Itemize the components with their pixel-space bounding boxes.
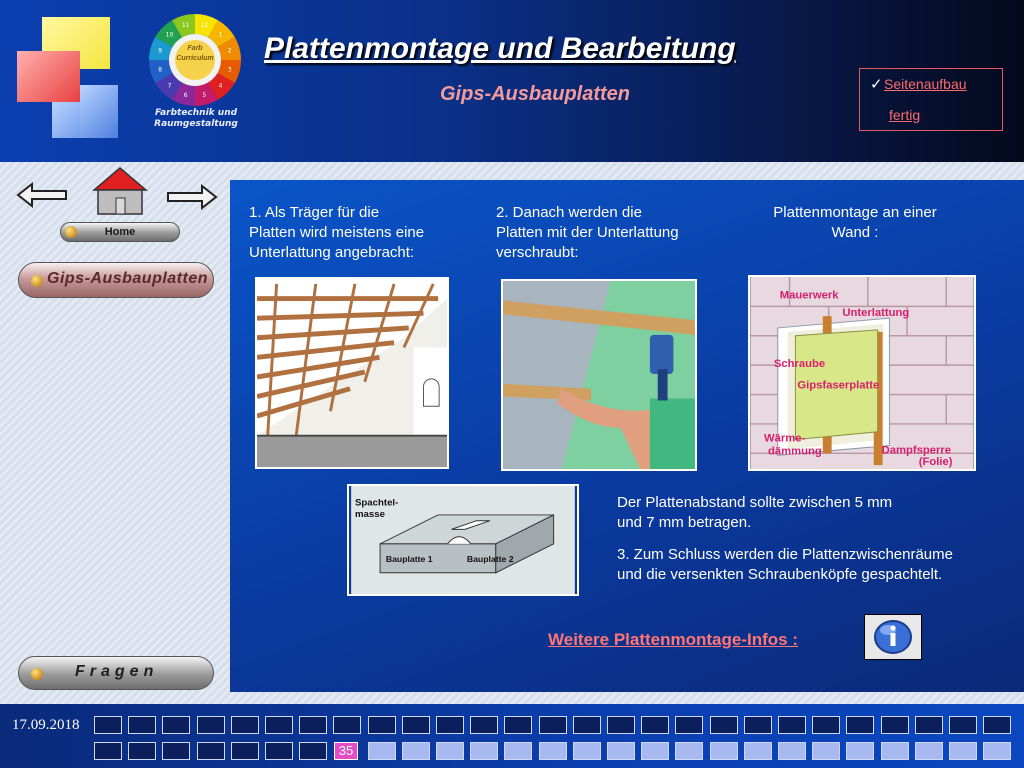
page-nav-box[interactable] [402,742,430,760]
abstand-line2: und 7 mm betragen. [617,514,752,531]
wheel-number: 12 [200,22,209,30]
label-gipsfaserplatte: Gipsfaserplatte [797,379,880,392]
wheel-number: 4 [218,82,223,90]
wall-line1: Plattenmontage an einer [773,204,937,221]
roof-batten-photo [255,277,449,469]
abstand-line1: Der Plattenabstand sollte zwischen 5 mm [617,494,893,511]
logo-name-line1: Farb [187,45,203,52]
label-daemmung: dämmung [767,445,822,458]
page-nav-box[interactable] [94,742,122,760]
page-nav-box[interactable] [573,742,601,760]
screwing-photo [501,279,697,471]
step2-line2: Platten mit der Unterlattung [496,224,679,241]
wheel-number: 3 [227,66,232,74]
fragen-button-label: Fragen [75,663,159,680]
page-nav-box[interactable] [846,716,874,734]
arrow-left-icon[interactable] [16,182,68,208]
weitere-infos-link[interactable]: Weitere Plattenmontage-Infos : [548,630,798,649]
page-nav-box[interactable] [231,742,259,760]
step2-line1: 2. Danach werden die [496,204,642,221]
page-nav-box[interactable] [744,716,772,734]
page-nav-box[interactable] [162,742,190,760]
page-nav-box[interactable] [881,742,909,760]
step1-line2: Platten wird meistens eine [249,224,425,241]
page-nav-box[interactable] [812,716,840,734]
page-nav-box[interactable] [470,716,498,734]
page-nav-box[interactable] [197,716,225,734]
page-nav-box[interactable] [231,716,259,734]
logo-subtitle-line1: Farbtechnik und [154,108,238,118]
page-nav-box[interactable] [949,716,977,734]
label-bauplatte-2: Bauplatte 2 [466,554,514,565]
page-nav-box[interactable] [94,716,122,734]
page-nav-box[interactable] [675,716,703,734]
page-subtitle: Gips-Ausbauplatten [439,83,630,105]
step3-line2: und die versenkten Schraubenköpfe gespachtelt. [617,566,943,583]
page-nav-box[interactable] [949,742,977,760]
button-dot-icon [31,275,43,287]
gips-button-label: Gips-Ausbauplatten [47,270,209,287]
blue-square-decoration-2 [80,85,118,138]
abstand-text [617,493,997,533]
page-nav-box[interactable] [812,742,840,760]
page-nav-box[interactable] [675,742,703,760]
page-nav-box[interactable] [641,742,669,760]
red-square-decoration [17,51,80,102]
wheel-number: 2 [227,47,232,55]
page-nav-box[interactable] [299,716,327,734]
page-nav-box[interactable] [915,716,943,734]
wall-mounting-diagram [748,275,976,471]
label-dampfsperre: Dampfsperre [881,444,951,457]
page-nav-box[interactable] [470,742,498,760]
page-nav-box[interactable] [778,716,806,734]
page-nav-box[interactable] [778,742,806,760]
label-schraube: Schraube [773,358,826,371]
button-dot-icon [31,668,43,680]
page-nav-box[interactable] [607,716,635,734]
logo-name-line2: Curriculum [176,55,214,62]
wheel-number: 10 [165,31,174,39]
wheel-number: 8 [158,66,163,74]
label-masse: masse [355,508,385,520]
step2-line3: verschraubt: [496,244,579,261]
step2-text [496,203,736,263]
info-icon [865,615,921,659]
logo-name [168,44,222,64]
page-nav-box[interactable] [504,742,532,760]
page-nav-box[interactable] [607,742,635,760]
current-page-indicator[interactable]: 35 [334,742,358,760]
step1-text [249,203,479,263]
step3-text [617,545,1017,585]
step3-line1: 3. Zum Schluss werden die Plattenzwischenräume [617,546,953,563]
page-nav-box[interactable] [299,742,327,760]
fertig-link[interactable]: fertig [889,107,921,123]
seitenaufbau-link[interactable]: Seitenaufbau [884,76,967,92]
page-nav-box[interactable] [265,716,293,734]
page-title: Plattenmontage und Bearbeitung [264,32,736,65]
label-folie: (Folie) [918,456,953,469]
wheel-number: 1 [218,31,223,39]
wheel-number: 6 [183,91,188,99]
page-nav-box[interactable] [710,742,738,760]
gips-ausbauplatten-button[interactable] [18,262,214,298]
logo-subtitle-line2: Raumgestaltung [154,119,238,129]
logo-subtitle [148,108,244,130]
page-nav-box[interactable] [915,742,943,760]
page-nav-box[interactable] [846,742,874,760]
home-button[interactable] [60,222,180,242]
label-mauerwerk: Mauerwerk [779,289,839,302]
label-spachtel: Spachtel- [355,497,399,509]
page-nav-box[interactable] [983,742,1011,760]
page-nav-box[interactable] [402,716,430,734]
page-nav-box[interactable] [368,716,396,734]
wall-line2: Wand : [831,224,879,241]
page-nav-box[interactable] [333,716,361,734]
date-label: 17.09.2018 [12,717,80,733]
page-nav-box[interactable] [881,716,909,734]
checkmark-icon: ✓ [870,76,883,93]
page-nav-box[interactable] [265,742,293,760]
page-nav-box[interactable] [368,742,396,760]
page-nav-box[interactable] [573,716,601,734]
page-nav-box[interactable] [983,716,1011,734]
page-nav-box[interactable] [436,716,464,734]
spachtel-diagram [347,484,579,596]
label-bauplatte-1: Bauplatte 1 [385,554,433,565]
label-unterlattung: Unterlattung [842,307,910,320]
label-waerme: Wärme- [764,432,806,445]
page-nav-box[interactable] [539,742,567,760]
page-nav-box[interactable] [128,716,156,734]
page-nav-box[interactable] [504,716,532,734]
page-nav-box[interactable] [710,716,738,734]
info-button[interactable] [864,614,922,660]
page-nav-box[interactable] [128,742,156,760]
house-icon[interactable] [92,166,148,216]
home-button-label: Home [104,226,136,238]
wheel-number: 11 [181,22,190,30]
header [0,0,1024,162]
page-nav-box[interactable] [641,716,669,734]
page-nav-box[interactable] [197,742,225,760]
arrow-right-icon[interactable] [166,184,218,210]
fragen-button[interactable] [18,656,214,690]
wheel-number: 5 [202,91,207,99]
page-nav-box[interactable] [539,716,567,734]
step1-line1: 1. Als Träger für die [249,204,380,221]
step1-line3: Unterlattung angebracht: [249,244,415,261]
page-nav-box[interactable] [436,742,464,760]
wheel-number: 9 [158,47,163,55]
page-nav-box[interactable] [744,742,772,760]
wheel-number: 7 [167,82,172,90]
wall-text [750,203,960,243]
page-nav-box[interactable] [162,716,190,734]
